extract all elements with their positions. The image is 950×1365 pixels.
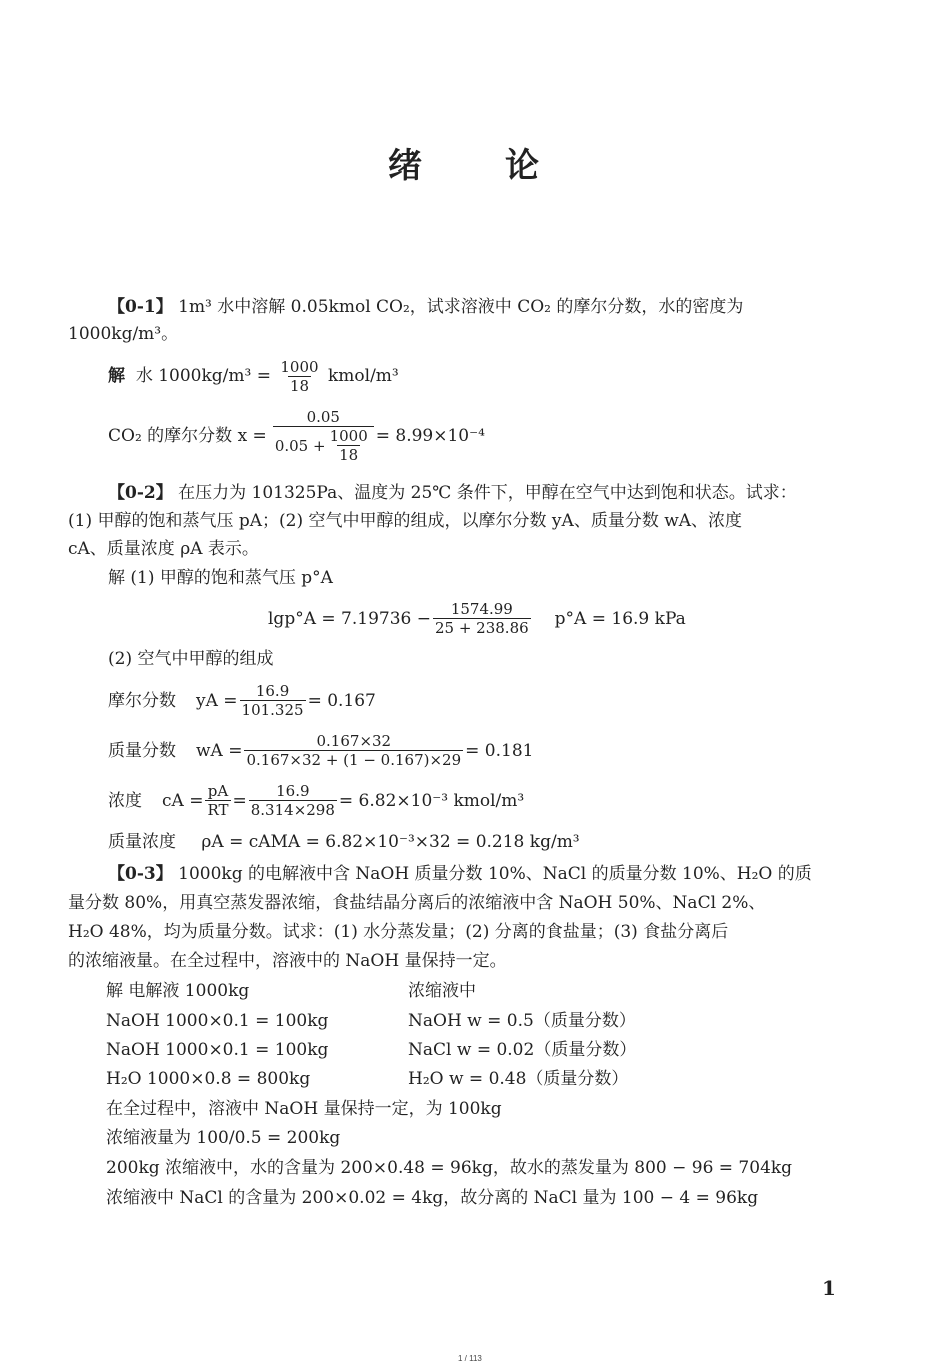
footer-page-indicator: 1 / 113 [458, 1354, 482, 1363]
question-line: (1) 甲醇的饱和蒸气压 pA；(2) 空气中甲醇的组成，以摩尔分数 yA、质量分数 wA、浓度 [68, 511, 743, 531]
fraction [273, 408, 374, 464]
denominator [273, 426, 374, 464]
solution-water-line [108, 358, 399, 395]
conclusion-line: 浓缩液中 NaCl 的含量为 200×0.02 = 4kg，故分离的 NaCl 量为 100 − 4 = 96kg [106, 1188, 759, 1208]
left-row: NaOH 1000×0.1 = 100kg [106, 1011, 329, 1031]
eq-label: 质量浓度 [108, 832, 176, 852]
question-line: 量分数 80%，用真空蒸发器浓缩，食盐结晶分离后的浓缩液中含 NaOH 50%、NaCl 2%、 [68, 893, 766, 913]
numerator: 1000 [280, 358, 319, 376]
solution-label: 解 [108, 366, 125, 386]
numerator: 1000 [329, 427, 368, 445]
fraction [328, 427, 370, 464]
conclusion-line: 在全过程中，溶液中 NaOH 量保持一定，为 100kg [106, 1099, 502, 1119]
page-number: 1 [822, 1276, 836, 1300]
denominator: RT [207, 801, 229, 819]
numerator: 16.9 [255, 682, 290, 700]
denominator: 18 [289, 377, 310, 395]
right-row: H₂O w = 0.48（质量分数） [408, 1069, 629, 1089]
problem-0-3-question [108, 863, 812, 885]
co2-fraction-line [108, 408, 485, 464]
denominator: 8.314×298 [250, 801, 335, 819]
title-char-1: 绪 [388, 146, 422, 186]
fraction [205, 782, 230, 819]
numerator: 0.167×32 [316, 732, 392, 750]
left-row: NaOH 1000×0.1 = 100kg [106, 1040, 329, 1060]
numerator: pA [207, 782, 229, 800]
eq-text: lgp°A = 7.19736 − [268, 608, 431, 629]
fraction [240, 682, 306, 719]
eq-text: = 6.82×10⁻³ kmol/m³ [338, 790, 525, 811]
conclusion-line: 浓缩液量为 100/0.5 = 200kg [106, 1128, 341, 1148]
title-char-2: 论 [505, 146, 539, 186]
question-line: 1000kg 的电解液中含 NaOH 质量分数 10%、NaCl 的质量分数 10%、H₂O 的质 [178, 864, 812, 884]
eq-label: 浓度 [108, 790, 142, 811]
eq-text: yA = [196, 690, 238, 711]
question-line: 的浓缩液量。在全过程中，溶液中的 NaOH 量保持一定。 [68, 951, 507, 971]
eq-text: = 0.181 [465, 740, 534, 761]
eq-text: = [232, 790, 247, 811]
concentration-line [108, 782, 524, 819]
problem-label: 【0-1】 [108, 297, 173, 317]
question-line: cA、质量浓度 ρA 表示。 [68, 539, 259, 559]
fraction [244, 732, 463, 769]
fraction [249, 782, 337, 819]
problem-label: 【0-3】 [108, 864, 173, 884]
numerator: 0.05 [306, 408, 340, 426]
numerator: 16.9 [276, 782, 310, 800]
question-line: 1000kg/m³。 [68, 324, 179, 344]
question-line: 在压力为 101325Pa、温度为 25℃ 条件下，甲醇在空气中达到饱和状态。试求： [178, 483, 797, 503]
eq-text: CO₂ 的摩尔分数 x = [108, 426, 267, 446]
eq-text: 0.05 + [274, 436, 326, 455]
right-row: NaCl w = 0.02（质量分数） [408, 1040, 637, 1060]
question-line: H₂O 48%，均为质量分数。试求：(1) 水分蒸发量；(2) 分离的食盐量；(3) 食盐分离后 [68, 922, 729, 942]
left-column-head: 解 电解液 1000kg [106, 981, 250, 1001]
eq-text: kmol/m³ [327, 366, 399, 386]
mole-fraction-line [108, 682, 376, 719]
eq-text: = 0.167 [307, 690, 376, 711]
left-row: H₂O 1000×0.8 = 800kg [106, 1069, 311, 1089]
denominator: 18 [339, 446, 359, 464]
denominator: 101.325 [241, 701, 304, 719]
problem-0-1-question [108, 296, 743, 318]
denominator: 25 + 238.86 [434, 619, 529, 637]
eq-text: = 8.99×10⁻⁴ [375, 426, 485, 446]
problem-label: 【0-2】 [108, 483, 173, 503]
fraction [278, 358, 320, 395]
right-column-head: 浓缩液中 [408, 981, 476, 1001]
eq-text: ρA = cAMA = 6.82×10⁻³×32 = 0.218 kg/m³ [201, 832, 580, 852]
mass-fraction-line [108, 732, 533, 769]
numerator: 1574.99 [450, 600, 513, 618]
conclusion-line: 200kg 浓缩液中，水的含量为 200×0.48 = 96kg，故水的蒸发量为 800 − 96 = 704kg [106, 1158, 793, 1178]
eq-text: cA = [162, 790, 204, 811]
solution-step: 解 (1) 甲醇的饱和蒸气压 p°A [108, 568, 333, 588]
question-line: 1m³ 水中溶解 0.05kmol CO₂，试求溶液中 CO₂ 的摩尔分数，水的密度为 [178, 297, 744, 317]
mass-concentration-line [108, 831, 580, 853]
eq-text: wA = [196, 740, 243, 761]
fraction [433, 600, 531, 637]
antoine-equation [268, 600, 686, 637]
eq-text: 水 1000kg/m³ = [135, 366, 271, 386]
solution-step: (2) 空气中甲醇的组成 [108, 649, 274, 669]
eq-text: p°A = 16.9 kPa [554, 608, 686, 629]
denominator: 0.167×32 + (1 − 0.167)×29 [246, 751, 462, 769]
problem-0-2-question [108, 482, 797, 504]
right-row: NaOH w = 0.5（质量分数） [408, 1011, 636, 1031]
eq-label: 质量分数 [108, 740, 176, 761]
eq-label: 摩尔分数 [108, 690, 176, 711]
